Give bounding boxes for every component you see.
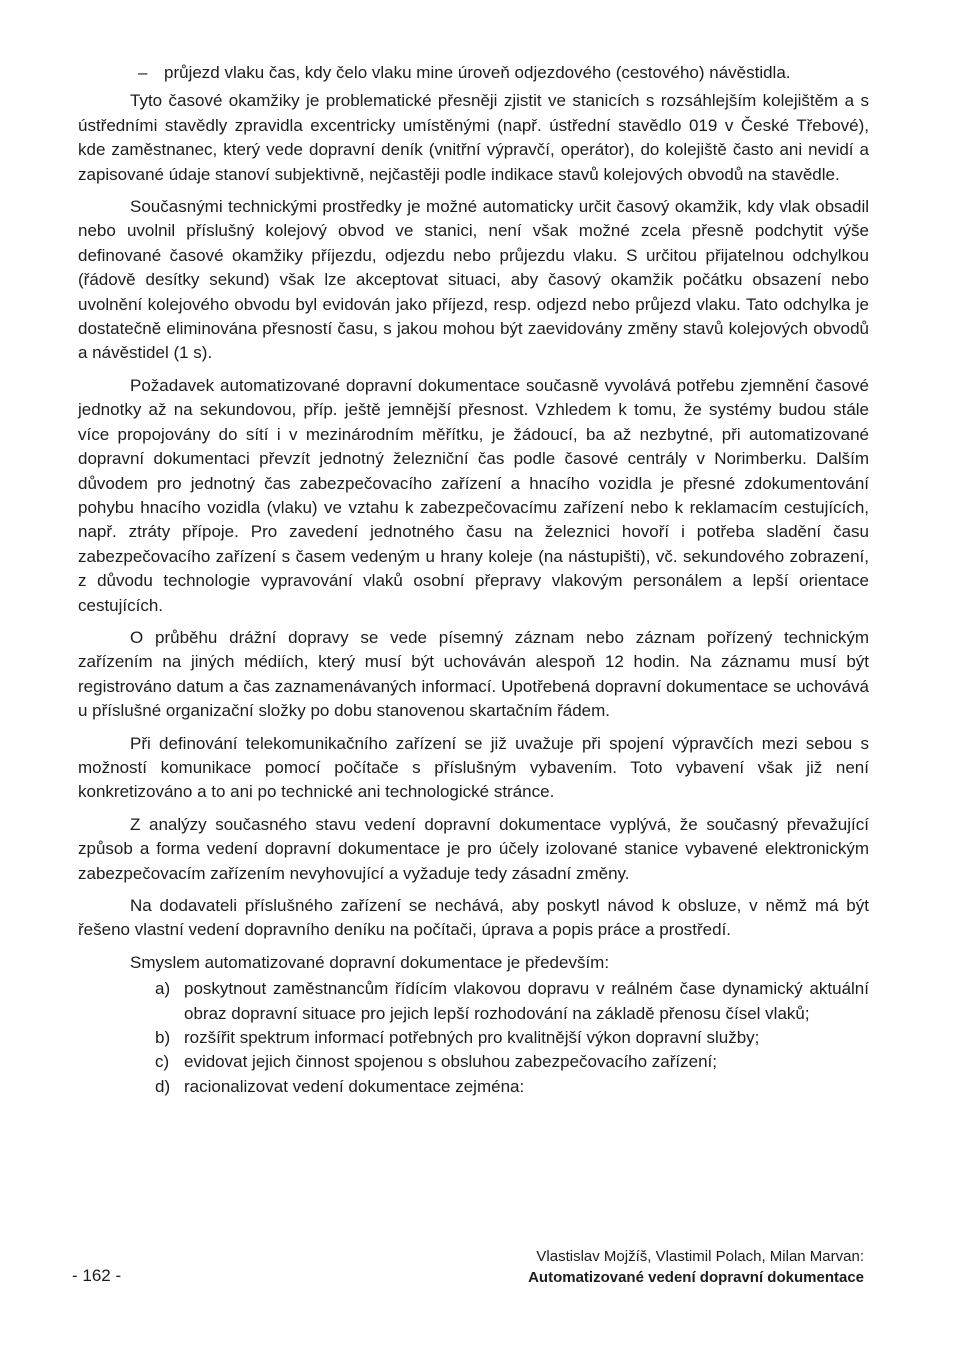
goals-list	[78, 977, 869, 1099]
authors-line: Vlastislav Mojžíš, Vlastimil Polach, Milan Marvan:	[536, 1248, 864, 1265]
list-item-text: racionalizovat vedení dokumentace zejména:	[184, 1076, 525, 1096]
list-item	[78, 1050, 869, 1074]
paragraph-5: Při definování telekomunikačního zařízení se již uvažuje při spojení výpravčích mezi sebou s možností komunikace pomocí počítače s příslušným vybavením. Toto vybavení však již není konkretizováno a to ani po technické ani technologické stránce.	[78, 733, 869, 802]
list-item-text: poskytnout zaměstnancům řídícím vlakovou dopravu v reálném čase dynamický aktuální obraz dopravní situace pro jejich lepší rozhodování na základě přenosu čísel vlaků;	[184, 979, 869, 1023]
list-marker: a)	[155, 979, 171, 999]
list-marker: b)	[155, 1028, 171, 1048]
page-footer	[0, 1242, 960, 1302]
list-item-text: rozšířit spektrum informací potřebných pro kvalitnější výkon dopravní služby;	[184, 1028, 760, 1048]
paragraph-6: Z analýzy současného stavu vedení dopravní dokumentace vyplývá, že současný převažující způsob a forma vedení dopravní dokumentace je pro účely izolované stanice vybavené elektronickým zabezpečovacím zařízením nevyhovující a vyžaduje tedy zásadní změny.	[78, 814, 869, 883]
paragraph-4: O průběhu drážní dopravy se vede písemný záznam nebo záznam pořízený technickým zařízením na jiných médiích, který musí být uchováván alespoň 12 hodin. Na záznamu musí být registrováno datum a čas zaznamenávaných informací. Upotřebená dopravní dokumentace se uchovává u příslušné organizační složky po dobu stanovenou skartačním řádem.	[78, 627, 869, 721]
intro-dash-item	[78, 61, 869, 85]
list-marker: c)	[155, 1052, 170, 1072]
paragraph-3: Požadavek automatizované dopravní dokumentace současně vyvolává potřebu zjemnění časové jednotky až na sekundovou, příp. ještě jemnější přesnost. Vzhledem k tomu, že systémy budou stále více propojovány do sítí i v mezinárodním měřítku, je žádoucí, ba až nezbytné, při automatizované dopravní dokumentaci převzít jednotný železniční čas podle časové centrály v Norimberku. Dalším důvodem pro jednotný čas zabezpečovacího zařízení a hnacího vozidla je přesné zdokumentování pohybu hnacího vozidla (vlaku) ve vztahu k zabezpečovacímu zařízení nebo k reklamacím cestujících, např. ztráty přípoje. Pro zavedení jednotného času na železnici hovoří i potřeba sladění času zabezpečovacího zařízení s časem vedeným u hrany koleje (na nástupišti), vč. sekundového zobrazení, z důvodu technologie vypravování vlaků osobní přepravy vlakovým personálem a lepší orientace cestujících.	[78, 375, 869, 615]
list-marker: d)	[155, 1076, 171, 1096]
paragraph-2: Současnými technickými prostředky je možné automaticky určit časový okamžik, kdy vlak obsadil nebo uvolnil příslušný kolejový obvod ve stanici, není však možné zcela přesně podchytit výše definované časové okamžiky příjezdu, odjezdu nebo průjezdu vlaku. S určitou přijatelnou odchylkou (řádově desítky sekund) však lze akceptovat situaci, aby časový okamžik počátku obsazení nebo uvolnění kolejového obvodu byl evidován jako příjezd, resp. odjezd nebo průjezd vlaku. Tato odchylka je dostatečně eliminována přesností času, s jakou mohou být zaevidovány změny stavů kolejových obvodů a návěstidel (1 s).	[78, 197, 869, 363]
paragraph-1: Tyto časové okamžiky je problematické přesněji zjistit ve stanicích s rozsáhlejším kolejištěm a s ústředními stavědly zpravidla excentricky umístěnými (např. ústřední stavědlo 019 v České Třebové), kde zaměstnanec, který vede dopravní deník (vnitřní výpravčí, operátor), do kolejiště často ani nevidí a zapisované údaje stanoví subjektivně, nejčastěji podle indikace stavů kolejových obvodů na stavědle.	[78, 91, 869, 184]
book-title: Automatizované vedení dopravní dokumentace	[528, 1269, 864, 1286]
list-item-text: evidovat jejich činnost spojenou s obsluhou zabezpečovacího zařízení;	[184, 1052, 718, 1072]
page-number: - 162 -	[72, 1266, 122, 1285]
footer-credits	[528, 1246, 864, 1288]
list-item	[78, 977, 869, 1026]
dash-marker: –	[138, 63, 148, 82]
paragraph-7: Na dodavateli příslušného zařízení se nechává, aby poskytl návod k obsluze, v němž má být řešeno vlastní vedení dopravního deníku na počítači, úprava a popis práce a prostředí.	[78, 896, 869, 940]
list-item	[78, 1075, 869, 1099]
dash-text: průjezd vlaku čas, kdy čelo vlaku mine úroveň odjezdového (cestového) návěstidla.	[164, 63, 791, 82]
document-body	[78, 61, 869, 1099]
list-item	[78, 1026, 869, 1050]
paragraph-8: Smyslem automatizované dopravní dokumentace je především:	[130, 952, 610, 972]
